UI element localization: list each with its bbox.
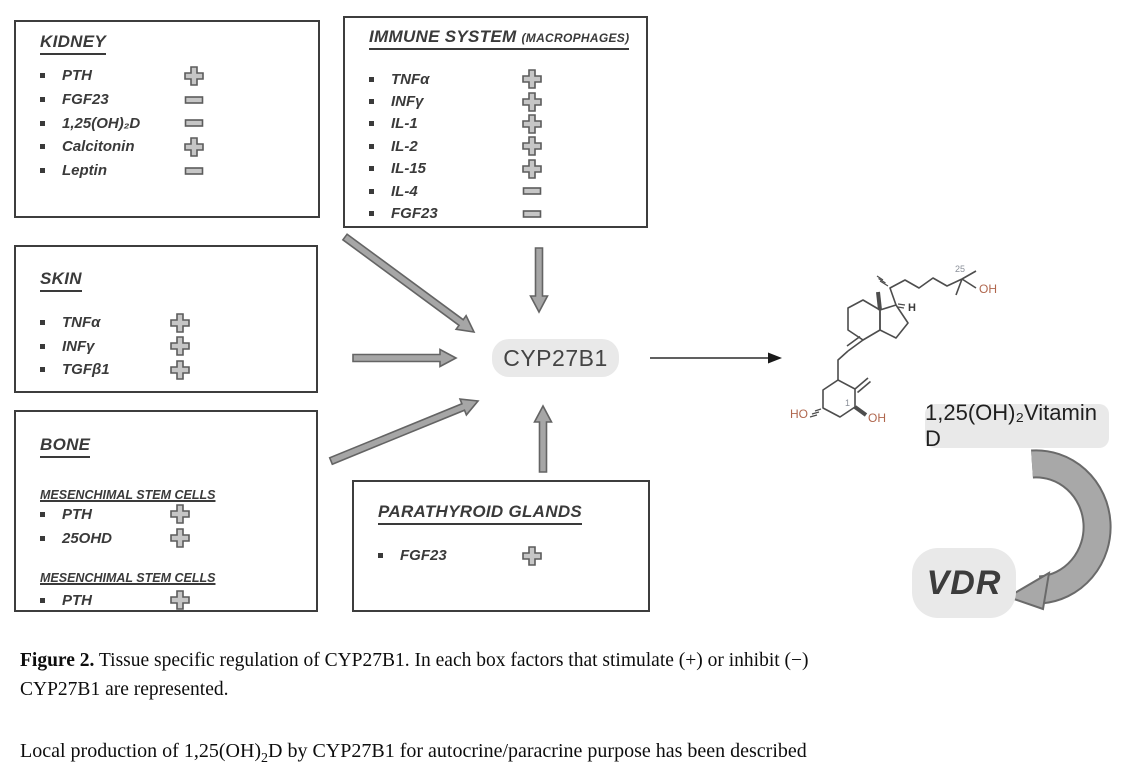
curved-arrow-to-vdr xyxy=(1032,464,1097,590)
figure-caption-line2: CYP27B1 are represented. xyxy=(20,679,229,701)
factor-label: Leptin xyxy=(62,162,107,180)
vdr-node xyxy=(912,548,1016,618)
factor-label: TGFβ1 xyxy=(62,361,110,379)
cyp27b1-label: CYP27B1 xyxy=(503,344,608,371)
skin-title: SKIN xyxy=(40,269,82,292)
oh-bottom-right-label: OH xyxy=(868,411,886,425)
parathyroid-title: PARATHYROID GLANDS xyxy=(378,502,582,525)
arrow-immune-to-cyp27b1 xyxy=(531,248,548,312)
arrow-parathyroid-to-cyp27b1 xyxy=(535,406,552,472)
factor-label: FGF23 xyxy=(62,91,109,109)
c25-number-label: 25 xyxy=(955,264,966,274)
body-paragraph-partial: Local production of $1,25(OH)_2D$ by CYP27B1 for autocrine/paracrine purpose has been described xyxy=(20,740,807,766)
factor-label: 25OHD xyxy=(62,529,113,547)
factor-label: IL-15 xyxy=(391,160,427,178)
c1-number-label: 1 xyxy=(845,398,851,408)
factor-label: TNFα xyxy=(391,70,430,88)
oh-side-chain-label: OH xyxy=(979,282,997,296)
bone-subheading-1: MESENCHIMAL STEM CELLS xyxy=(40,488,216,502)
cyp27b1-node xyxy=(492,339,619,377)
arrow-kidney-to-cyp27b1 xyxy=(343,234,474,332)
figure-caption xyxy=(20,646,1122,705)
factor-label: INFγ xyxy=(391,93,424,111)
figure-caption-label: Figure 2. xyxy=(20,650,95,671)
figure-caption-line1: Tissue specific regulation of CYP27B1. In each box factors that stimulate (+) or inhibit (−) xyxy=(98,650,809,671)
h-stereo-label: H xyxy=(908,302,916,314)
factor-label: INFγ xyxy=(62,337,95,355)
immune-system-subtitle: (MACROPHAGES) xyxy=(521,31,630,45)
arrow-bone-to-cyp27b1 xyxy=(330,399,478,464)
c-ring xyxy=(848,300,880,340)
ho-bottom-left-label: HO xyxy=(790,407,808,421)
factor-label: IL-2 xyxy=(391,137,418,155)
arrow-skin-to-cyp27b1 xyxy=(353,350,456,367)
kidney-title: KIDNEY xyxy=(40,32,106,55)
vdr-label: VDR xyxy=(926,563,1002,602)
factor-label: FGF23 xyxy=(391,205,438,223)
factor-label: Calcitonin xyxy=(62,138,135,156)
immune-system-title: IMMUNE SYSTEM (MACROPHAGES) xyxy=(369,27,629,50)
vitamin-d-label-box xyxy=(925,400,1109,451)
arrowhead-cyp27b1-to-vitamin-d xyxy=(768,353,782,364)
a-ring xyxy=(823,380,855,417)
vitamin-d-label: 1,25(OH)₂Vitamin D xyxy=(925,400,1097,451)
factor-label: FGF23 xyxy=(400,547,447,564)
bone-title: BONE xyxy=(40,435,90,458)
factor-label: PTH xyxy=(62,505,92,523)
factor-label: 1,25(OH)₂D xyxy=(62,114,141,132)
d-ring xyxy=(880,305,908,338)
factor-label: PTH xyxy=(62,591,92,609)
factor-label: TNFα xyxy=(62,314,101,332)
bone-subheading-2: MESENCHIMAL STEM CELLS xyxy=(40,571,216,585)
factor-label: PTH xyxy=(62,67,92,85)
factor-label: IL-4 xyxy=(391,182,418,200)
factor-label: IL-1 xyxy=(391,115,418,133)
